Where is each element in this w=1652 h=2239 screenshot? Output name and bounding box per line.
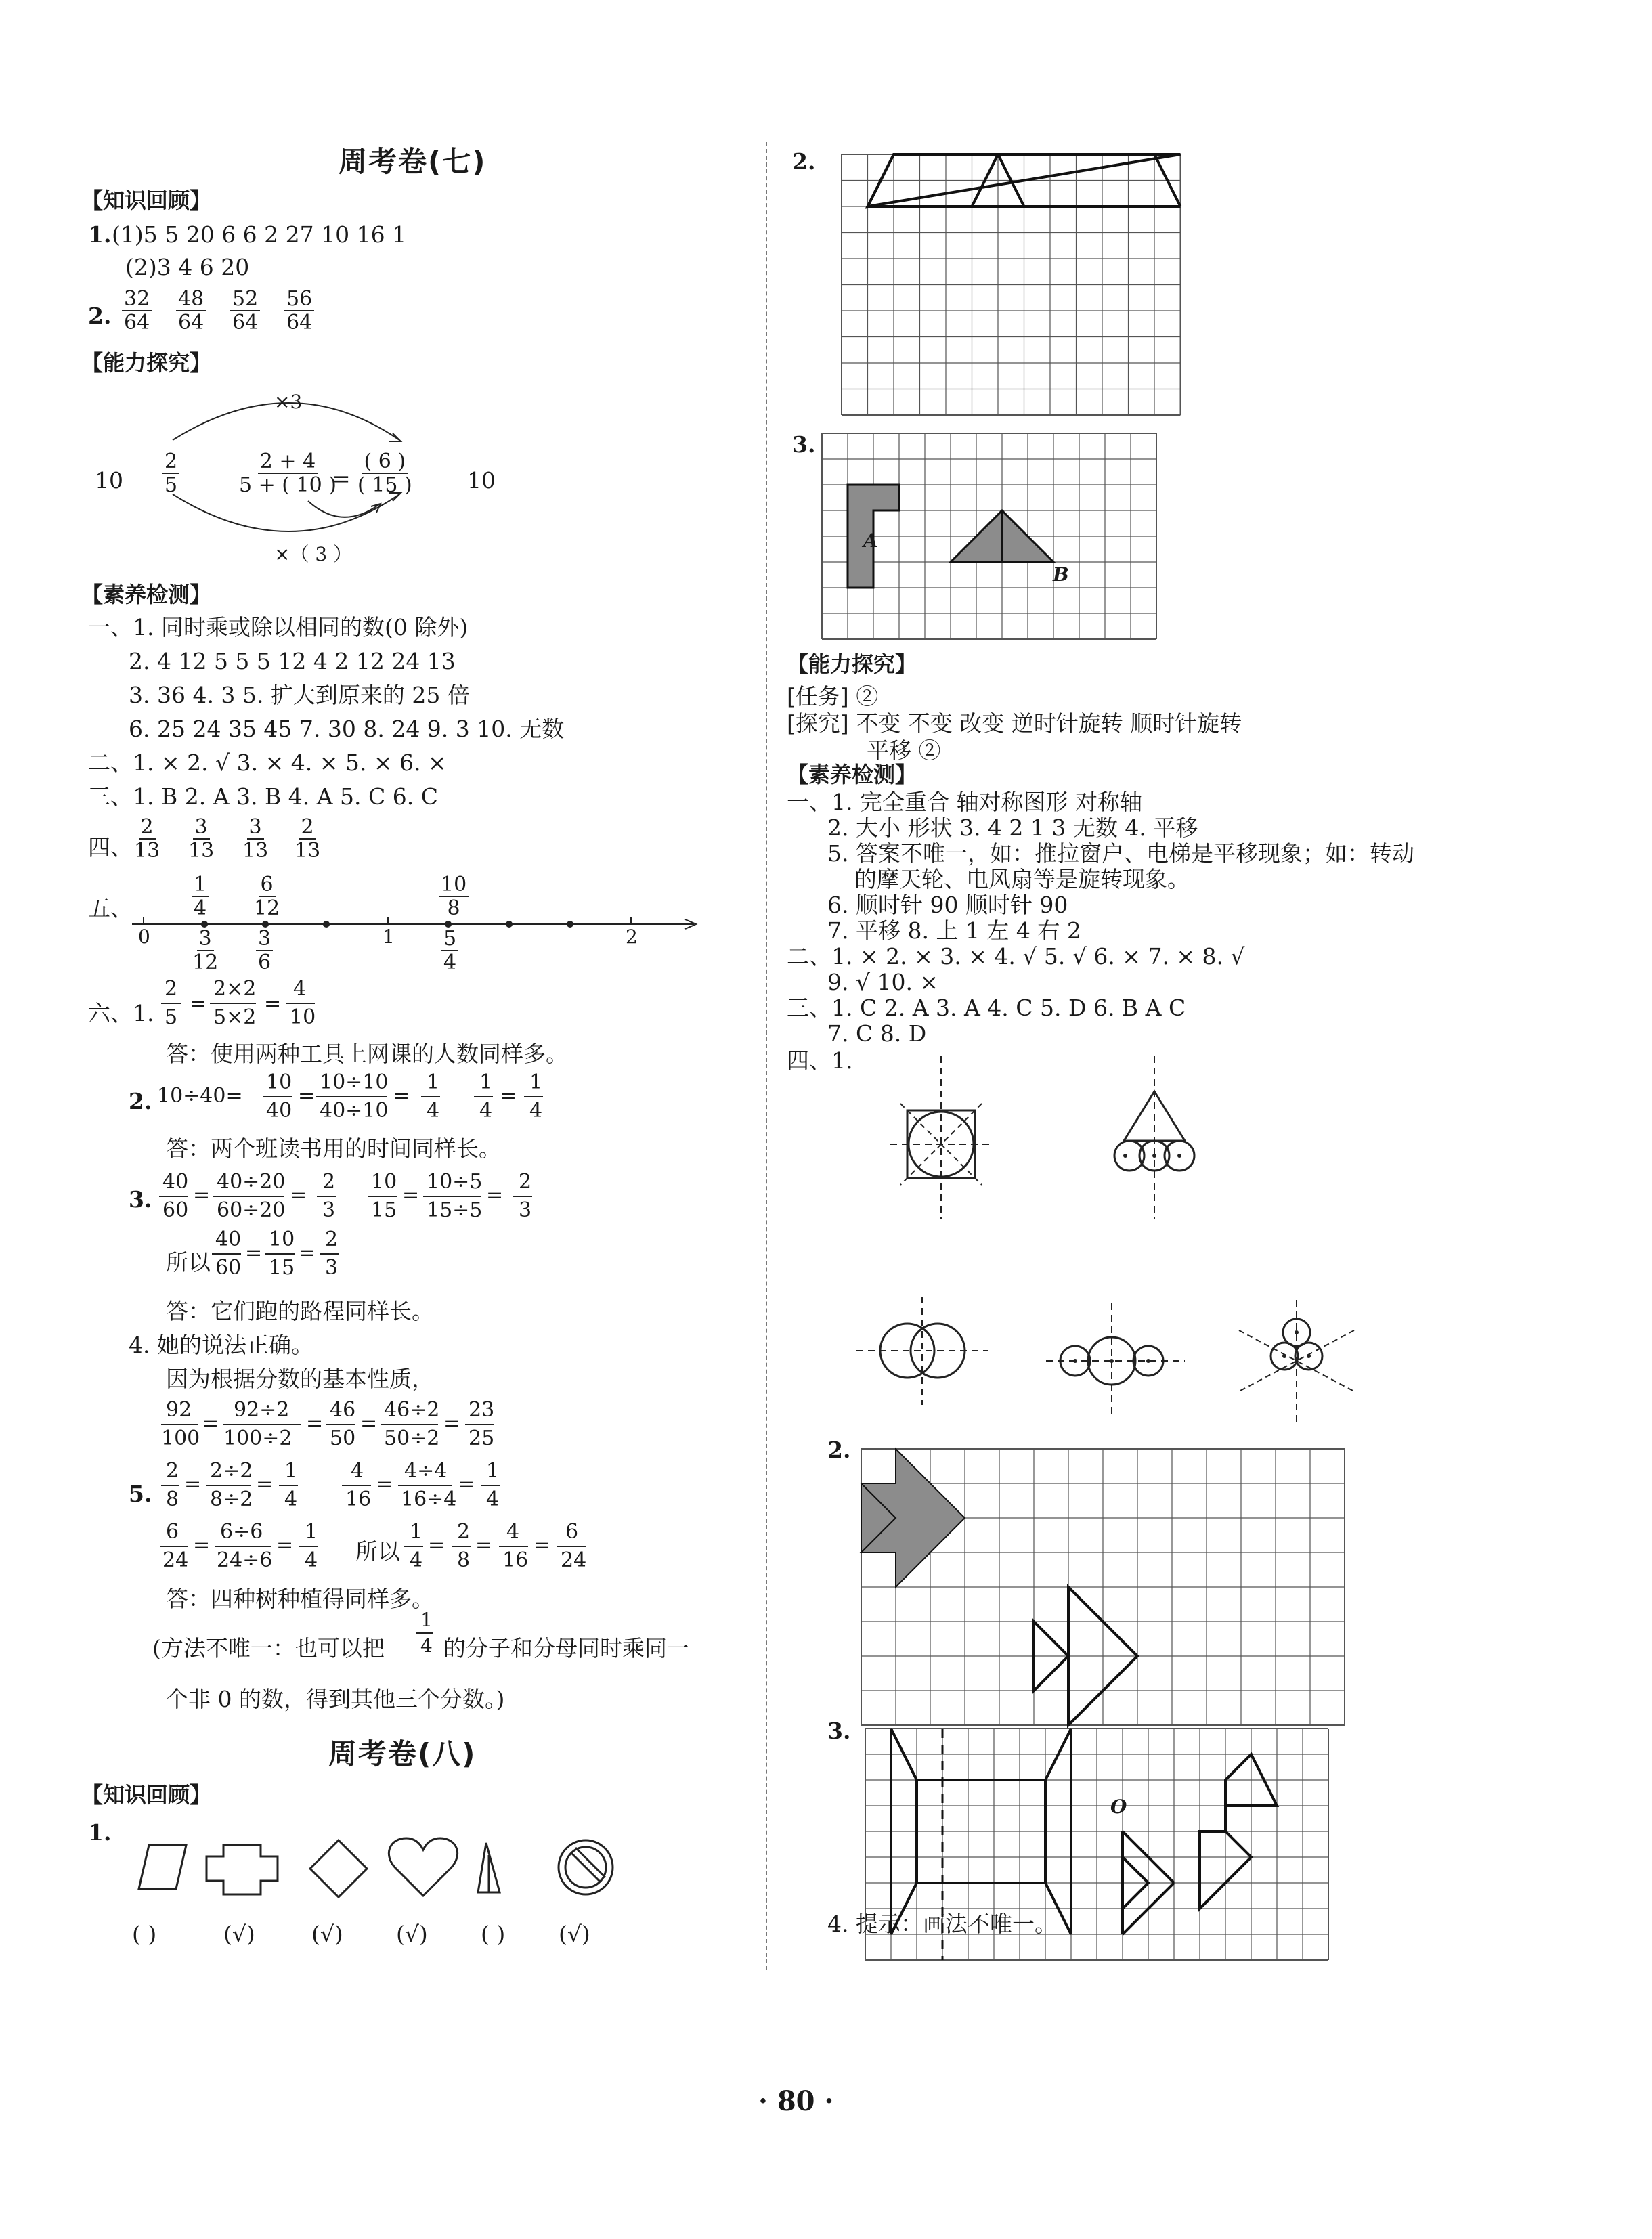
- yi-3: 3. 36 4. 3 5. 扩大到原来的 25 倍: [129, 682, 470, 708]
- wu-top-3: $\frac{10}{8}$: [439, 873, 469, 919]
- svg-text:=: =: [534, 1534, 551, 1557]
- svg-text:1: 1: [305, 1520, 318, 1544]
- svg-text:1: 1: [410, 1520, 423, 1544]
- r-suyang-header: 【素养检测】: [787, 762, 917, 787]
- si-frac-3: $\frac{3}{13}$: [242, 815, 269, 863]
- mark-1: ( ): [132, 1921, 157, 1947]
- yi-1: 一、1. 同时乘或除以相同的数(0 除外): [88, 614, 469, 640]
- wu-label: 五、: [88, 895, 133, 921]
- svg-text:24÷6: 24÷6: [217, 1548, 273, 1572]
- mark-5: ( ): [481, 1921, 506, 1947]
- liu2-label: 2.: [129, 1088, 152, 1114]
- q2-label: 2.: [88, 303, 112, 329]
- tick-0: 0: [138, 926, 150, 948]
- svg-text:=: =: [245, 1241, 263, 1265]
- si-frac-4: $\frac{2}{13}$: [295, 815, 321, 863]
- liu1-answer: 答：使用两种工具上网课的人数同样多。: [166, 1041, 568, 1067]
- svg-text:=: =: [256, 1473, 274, 1496]
- svg-text:6÷6: 6÷6: [220, 1520, 263, 1544]
- label-o: O: [1110, 1796, 1127, 1818]
- wu-bottom-1: $\frac{3}{12}$: [192, 927, 219, 974]
- svg-text:=: =: [299, 1241, 316, 1265]
- note-line1a: (方法不唯一：也可以把: [152, 1635, 385, 1661]
- svg-text:=: =: [264, 992, 282, 1016]
- svg-text:2: 2: [519, 1170, 532, 1194]
- tanjiu-1: [探究] 不变 不变 改变 逆时针旋转 顺时针旋转: [787, 710, 1242, 737]
- si-1: 四、1.: [787, 1047, 853, 1074]
- svg-text:4: 4: [506, 1520, 520, 1544]
- wu-top-1: $\frac{1}{4}$: [192, 873, 209, 919]
- liu3-so: 所以: [166, 1249, 211, 1276]
- svg-text:15: 15: [269, 1256, 295, 1280]
- svg-text:4: 4: [410, 1548, 423, 1572]
- svg-text:=: =: [193, 1183, 211, 1207]
- svg-text:=: =: [402, 1183, 420, 1207]
- svg-text:16÷4: 16÷4: [401, 1487, 457, 1511]
- q1-line1: (1)5 5 20 6 6 2 27 10 16 1: [112, 221, 407, 248]
- q1-label: 1.: [88, 221, 112, 248]
- si-2: 2.: [827, 1437, 851, 1463]
- svg-text:6: 6: [166, 1520, 179, 1544]
- svg-text:100÷2: 100÷2: [223, 1427, 292, 1450]
- bottom-multiplier: ×（ 3 ）: [274, 543, 353, 565]
- svg-text:50÷2: 50÷2: [384, 1427, 440, 1450]
- svg-text:4: 4: [479, 1099, 493, 1123]
- svg-text:10: 10: [266, 1070, 292, 1094]
- svg-text:10÷40=: 10÷40=: [157, 1084, 243, 1108]
- svg-text:1: 1: [420, 1609, 433, 1631]
- svg-text:10: 10: [371, 1170, 397, 1194]
- svg-text:92: 92: [166, 1398, 192, 1422]
- suyang-header: 【素养检测】: [81, 582, 212, 607]
- svg-text:=: =: [486, 1183, 504, 1207]
- svg-text:24: 24: [561, 1548, 587, 1572]
- svg-text:=: =: [184, 1473, 202, 1496]
- column-divider: [766, 142, 767, 1970]
- frac-c: $\frac{( 6 )}{( 15 )}$: [357, 450, 412, 497]
- note-line2: 个非 0 的数，得到其他三个分数。): [166, 1686, 505, 1712]
- svg-text:4: 4: [284, 1487, 298, 1511]
- svg-text:16: 16: [345, 1487, 372, 1511]
- svg-text:4: 4: [351, 1459, 364, 1483]
- svg-text:1: 1: [486, 1459, 500, 1483]
- svg-text:=: =: [298, 1084, 316, 1108]
- svg-text:46: 46: [330, 1398, 356, 1422]
- liu5-so: 所以: [355, 1538, 400, 1565]
- svg-text:40÷10: 40÷10: [320, 1099, 389, 1123]
- svg-text:24: 24: [162, 1548, 189, 1572]
- note-line1b: 的分子和分母同时乘同一: [443, 1635, 689, 1661]
- mark-4: (√): [396, 1921, 428, 1947]
- frac-a: $\frac{2}{5}$: [162, 450, 179, 496]
- q2-frac-2: $\frac{48}{64}$: [176, 288, 206, 334]
- svg-text:=: =: [500, 1084, 517, 1108]
- svg-text:3: 3: [519, 1198, 532, 1222]
- svg-text:100: 100: [161, 1427, 200, 1450]
- liu3-label: 3.: [129, 1186, 152, 1213]
- svg-text:4: 4: [420, 1634, 433, 1657]
- svg-text:=: =: [376, 1473, 393, 1496]
- yi-2: 2. 4 12 5 5 5 12 4 2 12 24 13: [129, 648, 456, 674]
- svg-text:50: 50: [330, 1427, 356, 1450]
- grid-si3: [772, 0, 1652, 2234]
- page-number: · 80 ·: [758, 2085, 834, 2117]
- r-q2-label: 2.: [792, 148, 816, 175]
- svg-text:2: 2: [322, 1170, 336, 1194]
- renwu: [任务] ②: [787, 683, 879, 710]
- svg-text:60: 60: [162, 1198, 189, 1222]
- liu4-b: 因为根据分数的基本性质，: [166, 1366, 434, 1392]
- s-7: 7. 平移 8. 上 1 左 4 右 2: [827, 917, 1081, 944]
- mark-3: (√): [311, 1921, 343, 1947]
- svg-text:5: 5: [165, 1005, 178, 1029]
- mark-6: (√): [559, 1921, 590, 1947]
- svg-text:4÷4: 4÷4: [404, 1459, 448, 1483]
- si-frac-2: $\frac{3}{13}$: [188, 815, 215, 863]
- svg-text:23: 23: [469, 1398, 495, 1422]
- svg-text:16: 16: [502, 1548, 529, 1572]
- svg-text:2: 2: [165, 977, 178, 1001]
- svg-text:=: =: [290, 1183, 307, 1207]
- svg-text:2: 2: [457, 1520, 471, 1544]
- liu1-label: 六、1.: [88, 1000, 154, 1026]
- svg-text:3: 3: [325, 1256, 339, 1280]
- svg-text:8÷2: 8÷2: [210, 1487, 253, 1511]
- q2-frac-4: $\frac{56}{64}$: [284, 288, 314, 334]
- svg-text:10÷10: 10÷10: [320, 1070, 389, 1094]
- svg-text:1: 1: [479, 1070, 493, 1094]
- s-1: 一、1. 完全重合 轴对称图形 对称轴: [787, 789, 1142, 815]
- wu-bottom-2: $\frac{3}{6}$: [256, 928, 273, 974]
- liu5-label: 5.: [129, 1481, 152, 1507]
- svg-text:8: 8: [457, 1548, 471, 1572]
- svg-text:10÷5: 10÷5: [427, 1170, 483, 1194]
- q2-frac-1: $\frac{32}{64}$: [122, 288, 152, 334]
- svg-text:=: =: [428, 1534, 445, 1557]
- svg-text:1: 1: [427, 1070, 440, 1094]
- svg-text:3: 3: [322, 1198, 336, 1222]
- si-label: 四、: [88, 834, 133, 861]
- san-answers: 三、1. B 2. A 3. B 4. A 5. C 6. C: [88, 783, 438, 810]
- si-frac-1: $\frac{2}{13}$: [134, 815, 160, 863]
- svg-text:4: 4: [486, 1487, 500, 1511]
- er-1: 二、1. × 2. × 3. × 4. √ 5. √ 6. × 7. × 8. √: [787, 943, 1245, 970]
- r-q3-label: 3.: [792, 431, 816, 458]
- svg-text:1: 1: [529, 1070, 543, 1094]
- svg-text:10: 10: [290, 1005, 316, 1029]
- svg-text:=: =: [475, 1534, 493, 1557]
- svg-text:=: =: [360, 1412, 378, 1435]
- frac-b: $\frac{2 + 4}{5 + ( 10 )}$: [239, 450, 336, 497]
- svg-text:40: 40: [215, 1227, 242, 1251]
- tick-2: 2: [626, 926, 638, 948]
- svg-text:60÷20: 60÷20: [217, 1198, 286, 1222]
- svg-text:40: 40: [266, 1099, 292, 1123]
- week7-title: 周考卷(七): [339, 145, 487, 178]
- week8-q1-label: 1.: [88, 1819, 112, 1846]
- svg-text:2: 2: [166, 1459, 179, 1483]
- svg-text:=: =: [202, 1412, 219, 1435]
- si-4: 4. 提示：画法不唯一。: [827, 1911, 1057, 1937]
- svg-text:1: 1: [284, 1459, 298, 1483]
- s-6: 6. 顺时针 90 顺时针 90: [827, 892, 1068, 918]
- wu-top-2: $\frac{6}{12}$: [254, 873, 280, 920]
- svg-text:6: 6: [565, 1520, 579, 1544]
- svg-text:25: 25: [469, 1427, 495, 1450]
- right-ten: 10: [467, 467, 496, 494]
- left-ten: 10: [95, 467, 123, 494]
- liu5-answer: 答：四种树种植得同样多。: [166, 1586, 434, 1612]
- svg-text:15÷5: 15÷5: [427, 1198, 483, 1222]
- s-2: 2. 大小 形状 3. 4 2 1 3 无数 4. 平移: [827, 814, 1198, 841]
- svg-text:92÷2: 92÷2: [234, 1398, 290, 1422]
- s-5a: 5. 答案不唯一，如：推拉窗户、电梯是平移现象；如：转动: [827, 840, 1414, 867]
- q1-line2: (2)3 4 6 20: [125, 254, 250, 280]
- top-multiplier: ×3: [274, 391, 303, 413]
- svg-text:=: =: [190, 992, 207, 1016]
- si-3: 3.: [827, 1718, 851, 1744]
- mark-2: (√): [223, 1921, 255, 1947]
- svg-text:8: 8: [166, 1487, 179, 1511]
- label-b: B: [1053, 563, 1069, 586]
- svg-text:60: 60: [215, 1256, 242, 1280]
- r-nengli-header: 【能力探究】: [787, 651, 917, 677]
- san-2: 7. C 8. D: [827, 1020, 927, 1047]
- svg-text:4: 4: [293, 977, 307, 1001]
- svg-text:4: 4: [529, 1099, 543, 1123]
- svg-text:46÷2: 46÷2: [384, 1398, 440, 1422]
- svg-text:=: =: [443, 1412, 461, 1435]
- wu-bottom-3: $\frac{5}{4}$: [441, 928, 458, 974]
- svg-text:15: 15: [371, 1198, 397, 1222]
- svg-text:4: 4: [427, 1099, 440, 1123]
- san-1: 三、1. C 2. A 3. A 4. C 5. D 6. B A C: [787, 995, 1186, 1021]
- nengli-header: 【能力探究】: [81, 350, 212, 376]
- equals-sign: =: [332, 465, 351, 492]
- week8-shapes: [0, 0, 765, 1963]
- svg-text:40: 40: [162, 1170, 189, 1194]
- svg-text:=: =: [193, 1534, 211, 1557]
- week8-title: 周考卷(八): [328, 1737, 477, 1770]
- svg-text:=: =: [393, 1084, 410, 1108]
- liu2-answer: 答：两个班读书用的时间同样长。: [166, 1135, 501, 1162]
- zhishi-header: 【知识回顾】: [81, 188, 212, 213]
- er-2: 9. √ 10. ×: [827, 969, 939, 995]
- liu3-answer: 答：它们跑的路程同样长。: [166, 1298, 434, 1324]
- q2-frac-3: $\frac{52}{64}$: [230, 288, 260, 334]
- svg-text:=: =: [458, 1473, 475, 1496]
- liu4-a: 4. 她的说法正确。: [129, 1332, 313, 1358]
- tick-1: 1: [383, 926, 395, 948]
- svg-text:2×2: 2×2: [213, 977, 257, 1001]
- tanjiu-2: 平移 ②: [867, 737, 941, 764]
- svg-text:=: =: [276, 1534, 294, 1557]
- svg-text:10: 10: [269, 1227, 295, 1251]
- svg-text:40÷20: 40÷20: [217, 1170, 286, 1194]
- svg-text:2: 2: [325, 1227, 339, 1251]
- s-5b: 的摩天轮、电风扇等是旋转现象。: [854, 866, 1190, 892]
- svg-text:=: =: [306, 1412, 324, 1435]
- label-a: A: [863, 529, 878, 552]
- svg-text:4: 4: [305, 1548, 318, 1572]
- er-answers: 二、1. × 2. √ 3. × 4. × 5. × 6. ×: [88, 749, 447, 776]
- svg-text:2÷2: 2÷2: [210, 1459, 253, 1483]
- yi-6: 6. 25 24 35 45 7. 30 8. 24 9. 3 10. 无数: [129, 716, 565, 742]
- week8-header: 【知识回顾】: [81, 1782, 212, 1808]
- svg-text:5×2: 5×2: [213, 1005, 257, 1029]
